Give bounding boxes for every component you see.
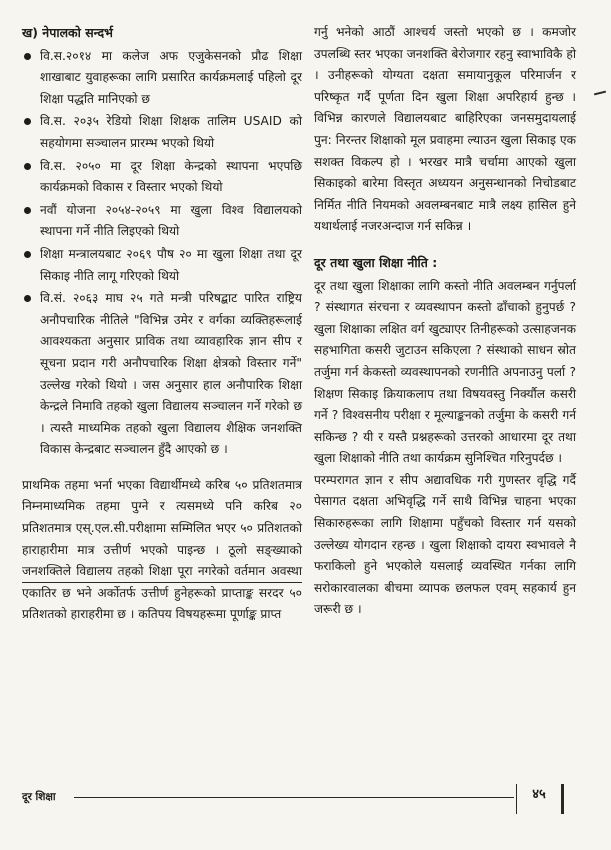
bullet-item: वि.स. २०३५ रेडियो शिक्षा शिक्षक तालिम USAID को सहयोगमा सञ्चालन प्रारम्भ भएको थियो: [22, 111, 302, 154]
section-heading-nepal-context: ख) नेपालको सन्दर्भ: [22, 25, 113, 40]
body-paragraph: दूर तथा खुला शिक्षाका लागि कस्तो नीति अवलम्बन गर्नुपर्ला ? संस्थागत संरचना र व्यवस्थापन कस्तो ढाँचाको हुनुपर्छ ? खुला शिक्षाका लक्षित वर्ग खुट्याएर तिनीहरूको उत्साहजनक सहभागिता कसरी जुटाउन सकिएला ? संस्थाको साधन स्रोत तर्जुमा गर्न केकस्तो व्यवस्थापनको रणनीति अपनाउनु पर्ला ? शिक्षण सिकाइ क्रियाकलाप तथा विषयवस्तु निर्क्यौल कसरी गर्ने ? विश्वसनीय परीक्षा र मूल्याङ्कनको तर्जुमा के कसरी गर्न सकिन्छ ? यी र यस्तै प्रश्नहरूको उत्तरको आधारमा दूर तथा खुला शिक्षाको नीति तथा कार्यक्रम सुनिश्चित गरिनुपर्दछ ।: [314, 278, 576, 466]
bullet-item: वि.स.२०१४ मा कलेज अफ एजुकेसनको प्रौढ शिक्षा शाखाबाट युवाहरूका लागि प्रसारित कार्यक्रमलाई पहिलो दूर शिक्षा पद्धति मानिएको छ: [22, 46, 302, 111]
footer-publication-name: दूर शिक्षा: [22, 791, 56, 803]
page-edge-mark: [594, 91, 606, 96]
bullet-item: वि.स. २०५० मा दूर शिक्षा केन्द्रको स्थापना भएपछि कार्यक्रमको विकास र विस्तार भएको थियो: [22, 156, 302, 199]
section-heading-policy: दूर तथा खुला शिक्षा नीति :: [314, 254, 438, 270]
right-column: [314, 22, 576, 621]
bullet-item: शिक्षा मन्त्रालयबाट २०६९ पौष २० मा खुला शिक्षा तथा दूर सिकाइ नीति लागू गरिएको थियो: [22, 244, 302, 287]
left-column: [22, 22, 302, 626]
body-paragraph: परम्परागत ज्ञान र सीप अद्यावधिक गरी गुणस्तर वृद्धि गर्दै पेसागत दक्षता अभिवृद्धि गर्ने साथै विभिन्न चाहना भएका सिकारुहरूका लागि शिक्षामा पहुँचको विस्तार गर्न यसको उल्लेख्य योगदान रहन्छ । खुला शिक्षाको दायरा स्वभावले नै फराकिलो हुने भएकोले यसलाई व्यवस्थित गर्नका लागि सरोकारवालका बीचमा व्यापक छलफल एवम् सहकार्य हुन जरूरी छ ।: [314, 472, 576, 617]
body-paragraph: गर्नु भनेको आठौं आश्चर्य जस्तो भएको छ । कमजोर उपलब्धि स्तर भएका जनशक्ति बेरोजगार रहनु स्वाभाविकै हो । उनीहरूको योग्यता दक्षता समायानुकूल परिमार्जन र परिष्कृत गर्दै पूर्णता दिन खुला शिक्षा अपरिहार्य हुन्छ । विभिन्न कारणले विद्यालयबाट बाहिरिएका जनसमुदायलाई पुन: निरन्तर शिक्षाको मूल प्रवाहमा ल्याउन खुला सिकाइ एक सशक्त विकल्प हो । भरखर मात्रै चर्चामा आएको खुला सिकाइको बारेमा विस्तृत अध्ययन अनुसन्धानको निचोडबाट निर्मित नीति नियमको अवलम्बनबाट मात्रै लक्ष्य हासिल हुने यथार्थलाई नजरअन्दाज गर्न सकिन्न ।: [314, 25, 576, 234]
history-bullet-list: [22, 46, 302, 461]
footer-rule: [74, 797, 514, 798]
body-paragraph: प्राथमिक तहमा भर्ना भएका विद्यार्थीमध्ये करिब ५० प्रतिशतमात्र निम्नमाध्यमिक तहमा पुग्ने र त्यसमध्ये पनि करिब २० प्रतिशतमात्र एस्.एल.सी.परीक्षामा सम्मिलित भएर ५० प्रतिशतको हाराहारीमा मात्र उत्तीर्ण भएको पाइन्छ । ठूलो सङ्ख्याको जनशक्तिले विद्यालय तहको शिक्षा पूरा नगरेको वर्तमान अवस्था एकातिर छ भने अर्कोतर्फ उत्तीर्ण हुनेहरूको प्राप्ताङ्क सरदर ५० प्रतिशतको हाराहरीमा छ । कतिपय विषयहरूमा पूर्णाङ्क प्राप्त: [22, 477, 302, 622]
bullet-item: वि.सं. २०६३ माघ २५ गते मन्त्री परिषद्बाट पारित राष्ट्रिय अनौपचारिक नीतिले "विभिन्न उमेर र वर्गका व्यक्तिहरूलाई आवश्यकता अनुसार प्राविक तथा व्यावहारिक ज्ञान सीप र सूचना प्रदान गरी अनौपचारिक शिक्षा क्षेत्रको विस्तार गर्ने" उल्लेख गरेको थियो । जस अनुसार हाल अनौपारिक शिक्षा केन्द्रले निमावि तहको खुला विद्यालय सञ्चालन गर्ने गरेको छ । त्यस्तै माध्यमिक तहको खुला विद्यालय शैक्षिक जनशक्ति विकास केन्द्रबाट सञ्चालन हुँदै आएको छ ।: [22, 288, 302, 461]
bullet-item: नवौं योजना २०५४-२०५९ मा खुला विश्व विद्यालयको स्थापना गर्ने नीति लिइएको थियो: [22, 200, 302, 243]
section-divider: [22, 582, 302, 583]
page-number: ४५: [516, 784, 564, 814]
